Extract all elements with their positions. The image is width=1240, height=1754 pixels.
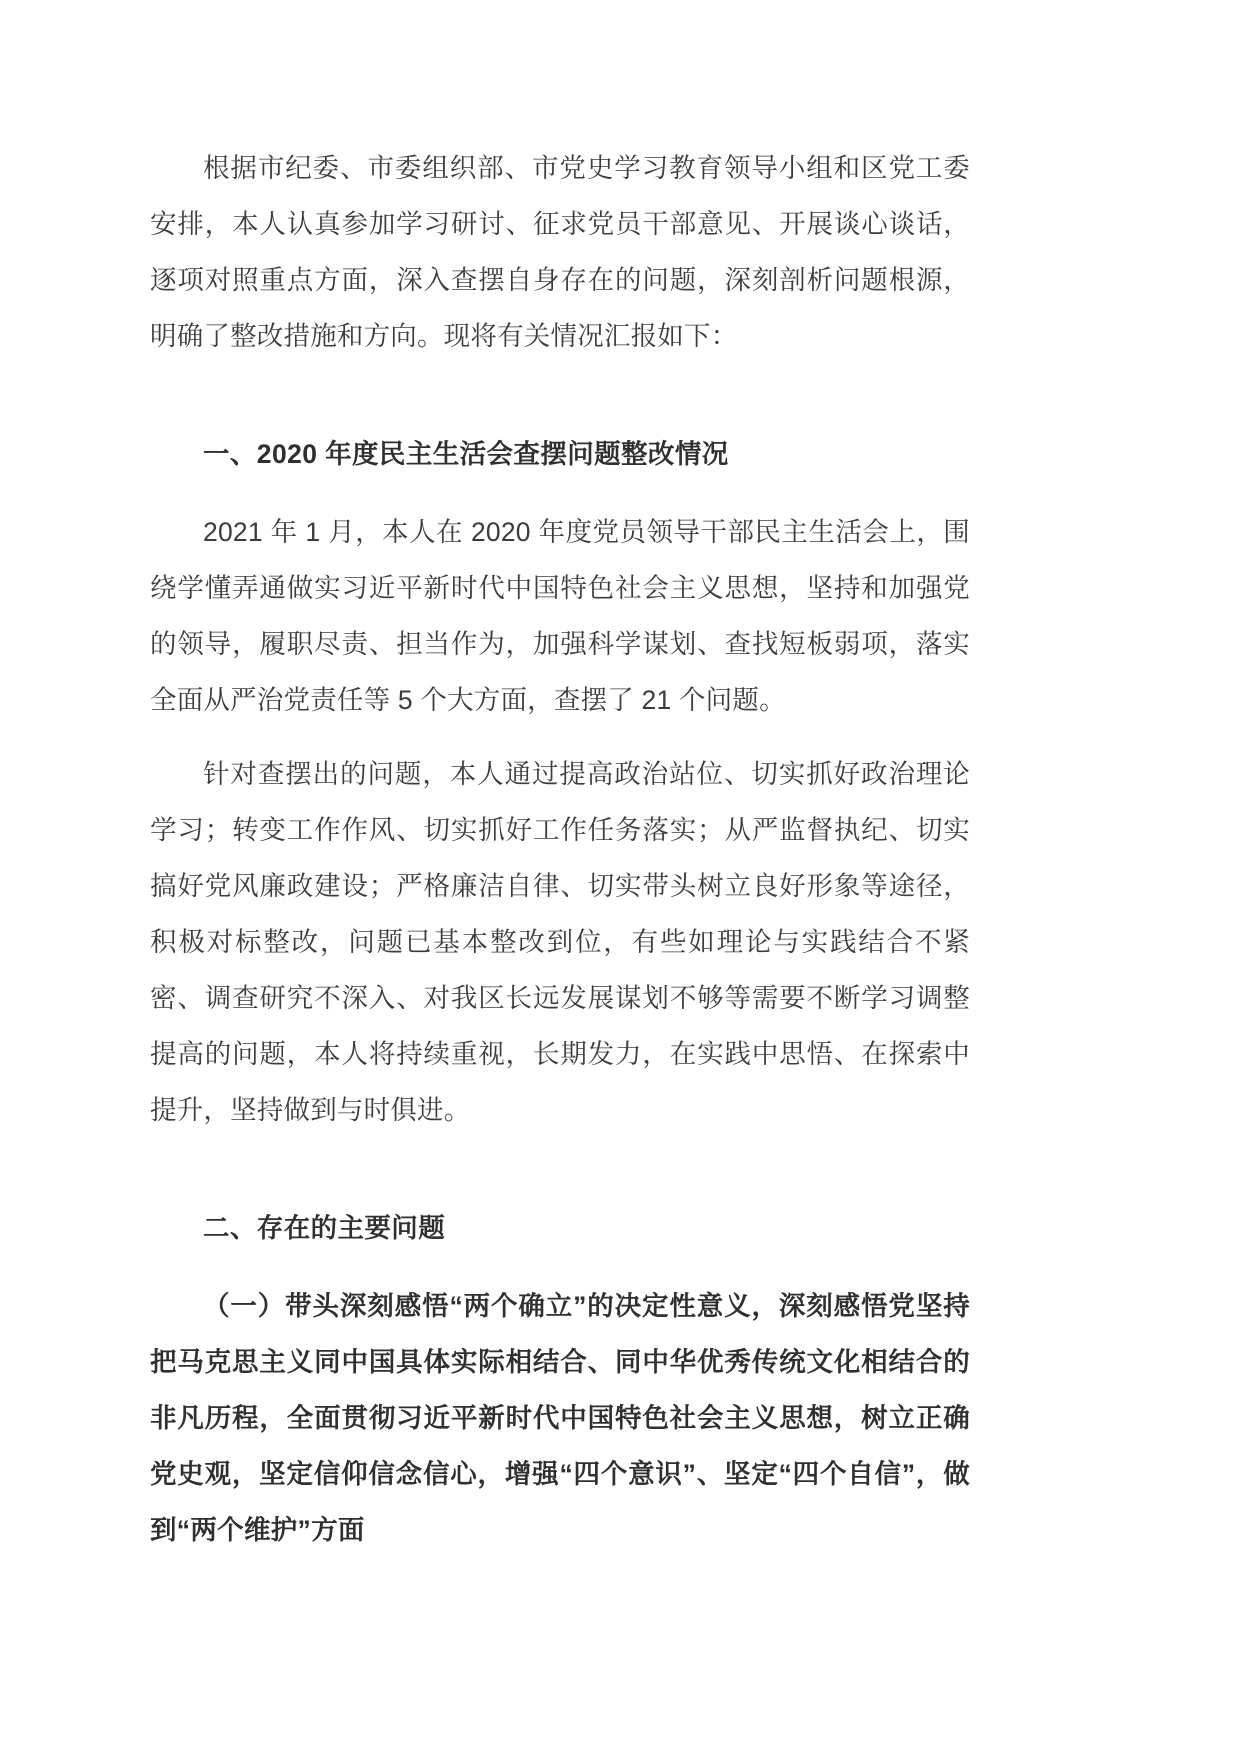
section-one-heading: 一、2020 年度民主生活会查摆问题整改情况 (203, 439, 729, 469)
section-two-item-one: （一）带头深刻感悟“两个确立”的决定性意义，深刻感悟党坚持把马克思主义同中国具体实际相结合、同中华优秀传统文化相结合的非凡历程，全面贯彻习近平新时代中国特色社会主义思想，树立正确党史观，坚定信仰信念信心，增强“四个意识”、坚定“四个自信”，做到“两个维护”方面 (150, 1291, 970, 1545)
section-one-paragraph-one: 2021 年 1 月，本人在 2020 年度党员领导干部民主生活会上，围绕学懂弄通做实习近平新时代中国特色社会主义思想，坚持和加强党的领导，履职尽责、担当作为，加强科学谋划、查找短板弱项，落实全面从严治党责任等 5 个大方面，查摆了 21 个问题。 (150, 517, 970, 715)
section-one-paragraph-two: 针对查摆出的问题，本人通过提高政治站位、切实抓好政治理论学习；转变工作作风、切实抓好工作任务落实；从严监督执纪、切实搞好党风廉政建设；严格廉洁自律、切实带头树立良好形象等途径，积极对标整改，问题已基本整改到位，有些如理论与实践结合不紧密、调查研究不深入、对我区长远发展谋划不够等需要不断学习调整提高的问题，本人将持续重视，长期发力，在实践中思悟、在探索中提升，坚持做到与时俱进。 (150, 759, 970, 1125)
spacer (150, 382, 970, 392)
section-two-heading: 二、存在的主要问题 (203, 1213, 446, 1243)
intro-paragraph: 根据市纪委、市委组织部、市党史学习教育领导小组和区党工委安排，本人认真参加学习研讨、征求党员干部意见、开展谈心谈话，逐项对照重点方面，深入查摆自身存在的问题，深刻剖析问题根源，明确了整改措施和方向。现将有关情况汇报如下： (150, 153, 970, 351)
spacer (150, 1156, 970, 1166)
document-body (150, 140, 970, 1558)
